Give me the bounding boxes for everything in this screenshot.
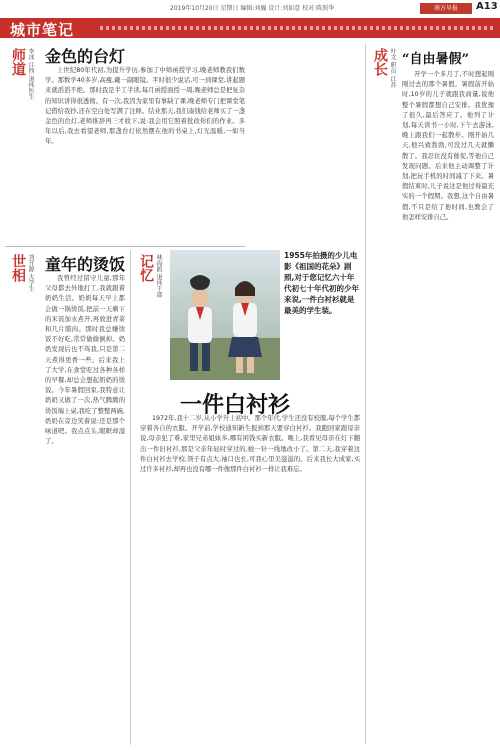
divider-1: [5, 246, 245, 247]
column-label-shidao: 师道: [10, 48, 26, 76]
byline-1: 李冰 江西 退休医生: [27, 48, 34, 100]
section-title: 城市笔记: [10, 21, 75, 39]
article-text-4: 开学一个多月了,不时想起刚刚过去的那个暑假。暑假前开始时,10岁的儿子就跟我商量,说他整个暑假都想自己安排。我犹豫了很久,最后答应了。他列了计划,每天读书一小时,下午去游泳,晚上跟我们一起散步。刚开始几天,他兴致勃勃,可没过几天就懒散了。我忍住没有催促,等他自己发现问题。后来他主动调整了计划,把玩手机的时间减了下来。暑假结束时,儿子说这是他过得最充实的一个假期。我想,这个自由暑假,不只是给了他时间,也教会了他怎样安排自己。: [402, 71, 494, 221]
article-body-3: [140, 414, 360, 744]
children-photo-image: [170, 250, 280, 380]
article-title-4: “自由暑假”: [402, 52, 469, 67]
article-text-1: 上世纪80年代初,为提升学历,参加了中师函授学习,晚老师教我们数学。那数学40多岁,高瘦,戴一副眼镜。平时很少说话,可一到课堂,讲起题来就滔滔不绝。那时我是半工半读,每月函授面授一周,晚老师总是把复杂的知识讲得很透彻。有一次,我因为家里有事缺了课,晚老师专门把课堂笔记借给我抄,还在空白处写满了注释。结业那天,我们凑钱给老师买了一盏金色的台灯,老师推辞再三才收下,说:我会用它照着批改你们的作业。多年以后,我去看望老师,那盏台灯依然摆在他的书桌上,灯光温暖,一如当年。: [45, 67, 245, 146]
film-still-photo: [170, 250, 280, 380]
article-text-3: 1972年,我十二岁,从小学升上初中。那个年代,学生还没有校服,每个学生都穿着各自的衣服。开学前,学校通知新生报到那天要穿白衬衫。我跑回家跟母亲说,母亲犯了难,家里兄弟姐妹多,哪有闲钱买新衣服。晚上,我看见母亲在灯下翻出一件旧衬衫,那是父亲年轻时穿过的,她一针一线地改小了。第二天,我穿着这件白衬衫去学校,领子有点大,袖口也长,可我心里美滋滋的。后来我长大成家,买过许多衬衫,却再也没有哪一件像那件白衬衫一样让我难忘。: [140, 415, 360, 474]
photo-caption: 1955年拍摄的少儿电影《祖国的花朵》剧照,对于您记忆六十年代初七十年代初的少年来说,一件白衬衫就是最美的学生装。: [284, 251, 359, 315]
column-label-shixiang: 世相: [10, 254, 26, 282]
article-text-2: 我曾经过留守儿童,那年父母都去外地打工,我就跟着奶奶生活。奶奶每天早上都会做一锅烫饭,把前一天剩下的米饭加水煮开,再放进青菜和几片腊肉。那时我总嫌烫饭不好吃,常常偷偷倒掉。奶奶发现后也不骂我,只是第二天煮得更香一些。后来我上了大学,在食堂吃过各种各样的早餐,却总会想起奶奶的烫饭。今年暑假回家,我特意让奶奶又做了一次,热气腾腾的烫饭端上桌,我吃了整整两碗,奶奶在旁边笑着说:还是那个味道吧。我点点头,眼眶却湿了。: [45, 275, 125, 446]
header-stripe: [100, 26, 495, 30]
divider-col: [130, 250, 131, 745]
article-title-3: 一件白衬衫: [180, 392, 291, 418]
byline-3: 林海鸥 退休干部: [155, 254, 162, 298]
article-title-2: 童年的烫饭: [45, 255, 126, 274]
section-header: [0, 18, 500, 38]
column-label-jiyi: 记忆: [138, 254, 154, 282]
page-number: A13: [476, 1, 498, 12]
masthead-bar: [0, 0, 500, 18]
article-title-1: 金色的台灯: [45, 47, 126, 66]
divider-right: [365, 44, 366, 744]
article-body-1: [45, 66, 245, 242]
article-body-4: [402, 70, 494, 744]
date-line: 2019年10月20日 星期日 编辑:刘巍 设计:刘如意 校对:陈照华: [170, 5, 335, 12]
column-label-chengzhang: 成长: [372, 48, 388, 76]
newspaper-tag: 南方早报: [420, 3, 472, 14]
byline-2: 刘开源 大学生: [27, 254, 34, 292]
byline-4: 叶文 职员 江苏: [389, 48, 396, 88]
article-body-2: [45, 274, 125, 744]
